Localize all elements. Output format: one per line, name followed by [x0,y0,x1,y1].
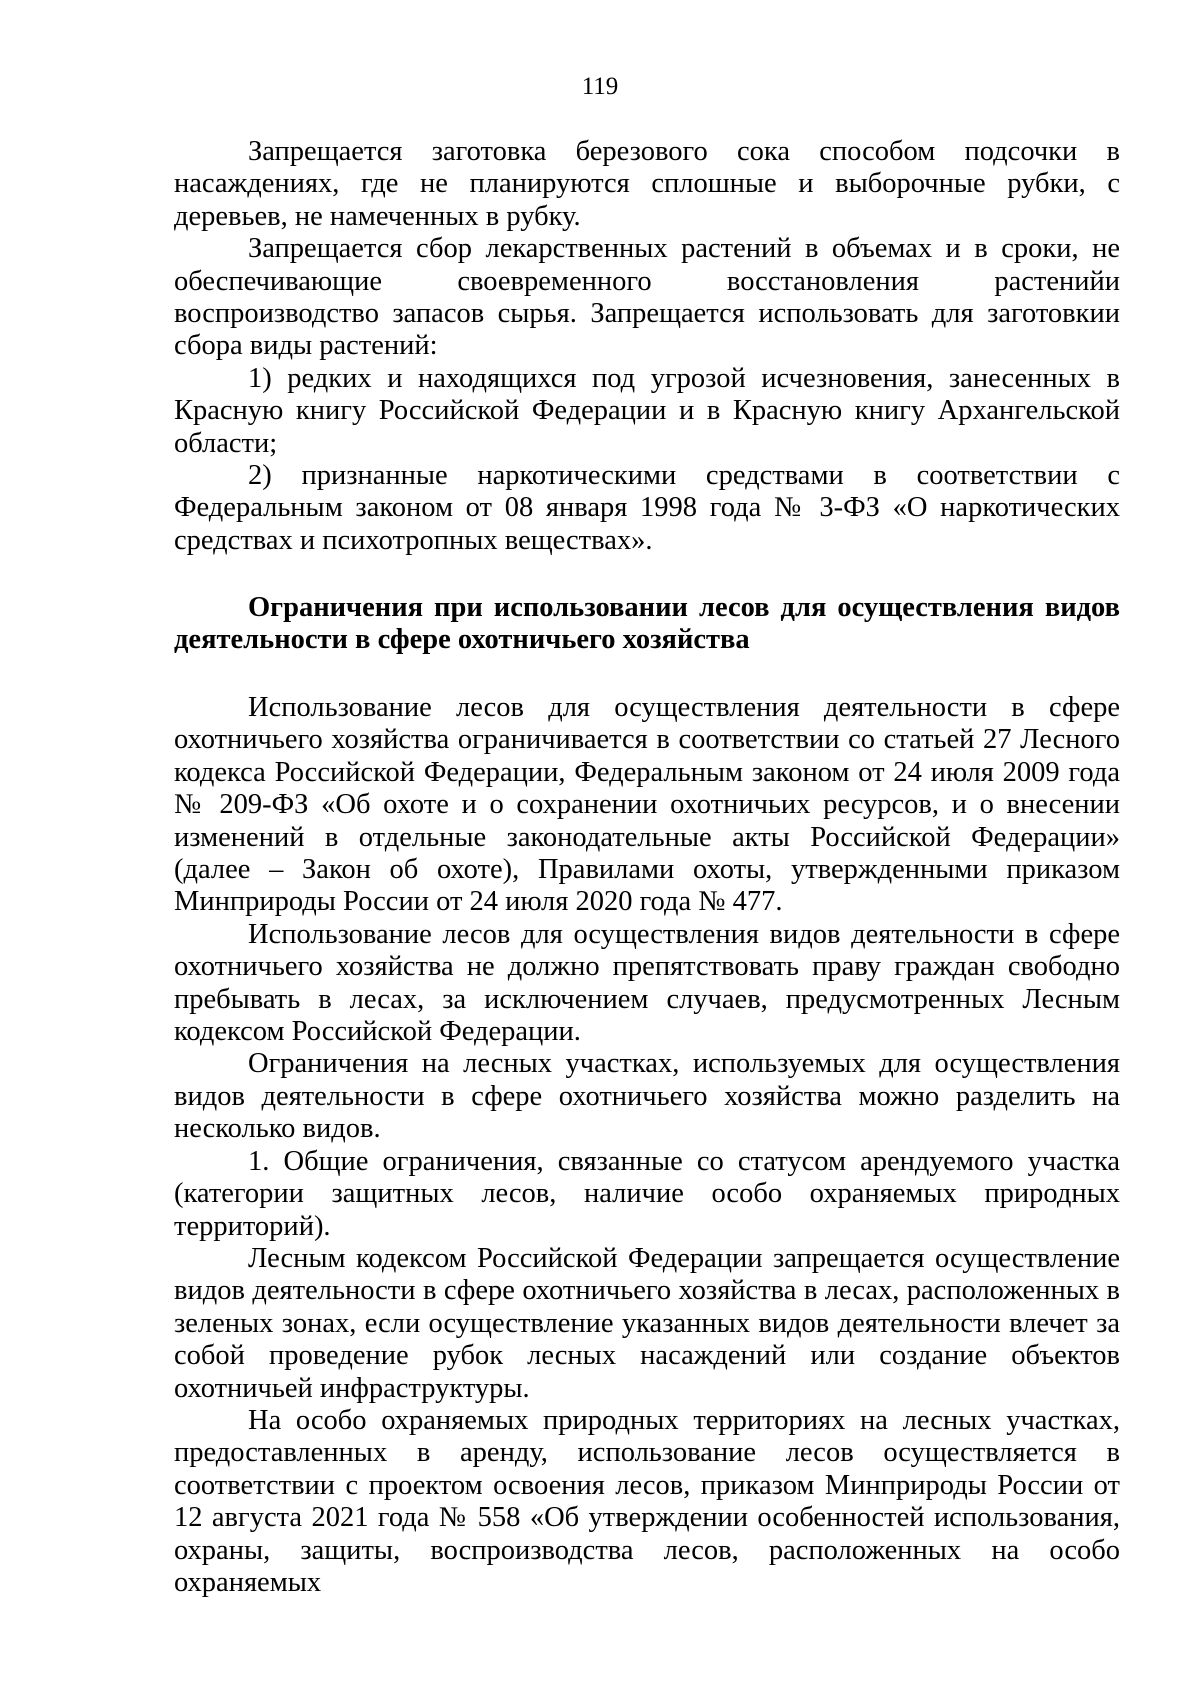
list-item-narcotic-plants: 2) признанные наркотическими средствами в соответствии с Федеральным законом от 08 января 1998 года № 3-ФЗ «О наркотических средствах и психотропных веществах». [174,460,1120,556]
paragraph-birch-sap: Запрещается заготовка березового сока способом подсочки в насаждениях, где не планируются сплошные и выборочные рубки, с деревьев, не намеченных в рубку. [174,136,1120,232]
paragraph-hunting-legal-basis: Использование лесов для осуществления деятельности в сфере охотничьего хозяйства ограничивается в соответствии со статьей 27 Лесного кодекса Российской Федерации, Федеральным законом от 24 июля 2009 года № 209-ФЗ «Об охоте и о сохранении охотничьих ресурсов, и о внесении изменений в отдельные законодательные акты Российской Федерации» (далее – Закон об охоте), Правилами охоты, утвержденными приказом Минприроды России от 24 июля 2020 года № 477. [174,692,1120,918]
list-item-general-restrictions: 1. Общие ограничения, связанные со статусом арендуемого участка (категории защитных лесов, наличие особо охраняемых природных территорий). [174,1145,1120,1242]
page-number: 119 [581,73,619,100]
paragraph-restriction-types: Ограничения на лесных участках, используемых для осуществления видов деятельности в сфере охотничьего хозяйства можно разделить на несколько видов. [174,1048,1120,1145]
section-heading: Ограничения при использовании лесов для осуществления видов деятельности в сфере охотничьего хозяйства [174,592,1120,656]
section-text-block [174,692,1120,1599]
paragraph-protected-areas: На особо охраняемых природных территориях на лесных участках, предоставленных в аренду, использование лесов осуществляется в соответствии с проектом освоения лесов, приказом Минприроды России от 12 августа 2021 года № 558 «Об утверждении особенностей использования, охраны, защиты, воспроизводства лесов, расположенных на особо охраняемых [174,1404,1120,1598]
list-item-rare-species: 1) редких и находящихся под угрозой исчезновения, занесенных в Красную книгу Российской Федерации и в Красную книгу Архангельской области; [174,362,1120,459]
paragraph-green-zones: Лесным кодексом Российской Федерации запрещается осуществление видов деятельности в сфере охотничьего хозяйства в лесах, расположенных в зеленых зонах, если осуществление указанных видов деятельности влечет за собой проведение рубок лесных насаждений или создание объектов охотничьей инфраструктуры. [174,1242,1120,1404]
paragraph-medicinal-plants: Запрещается сбор лекарственных растений в объемах и в сроки, не обеспечивающие своевременного восстановления растенийи воспроизводство запасов сырья. Запрещается использовать для заготовкии сбора виды растений: [174,233,1120,362]
intro-text-block [174,136,1120,557]
paragraph-free-access: Использование лесов для осуществления видов деятельности в сфере охотничьего хозяйства не должно препятствовать праву граждан свободно пребывать в лесах, за исключением случаев, предусмотренных Лесным кодексом Российской Федерации. [174,918,1120,1048]
